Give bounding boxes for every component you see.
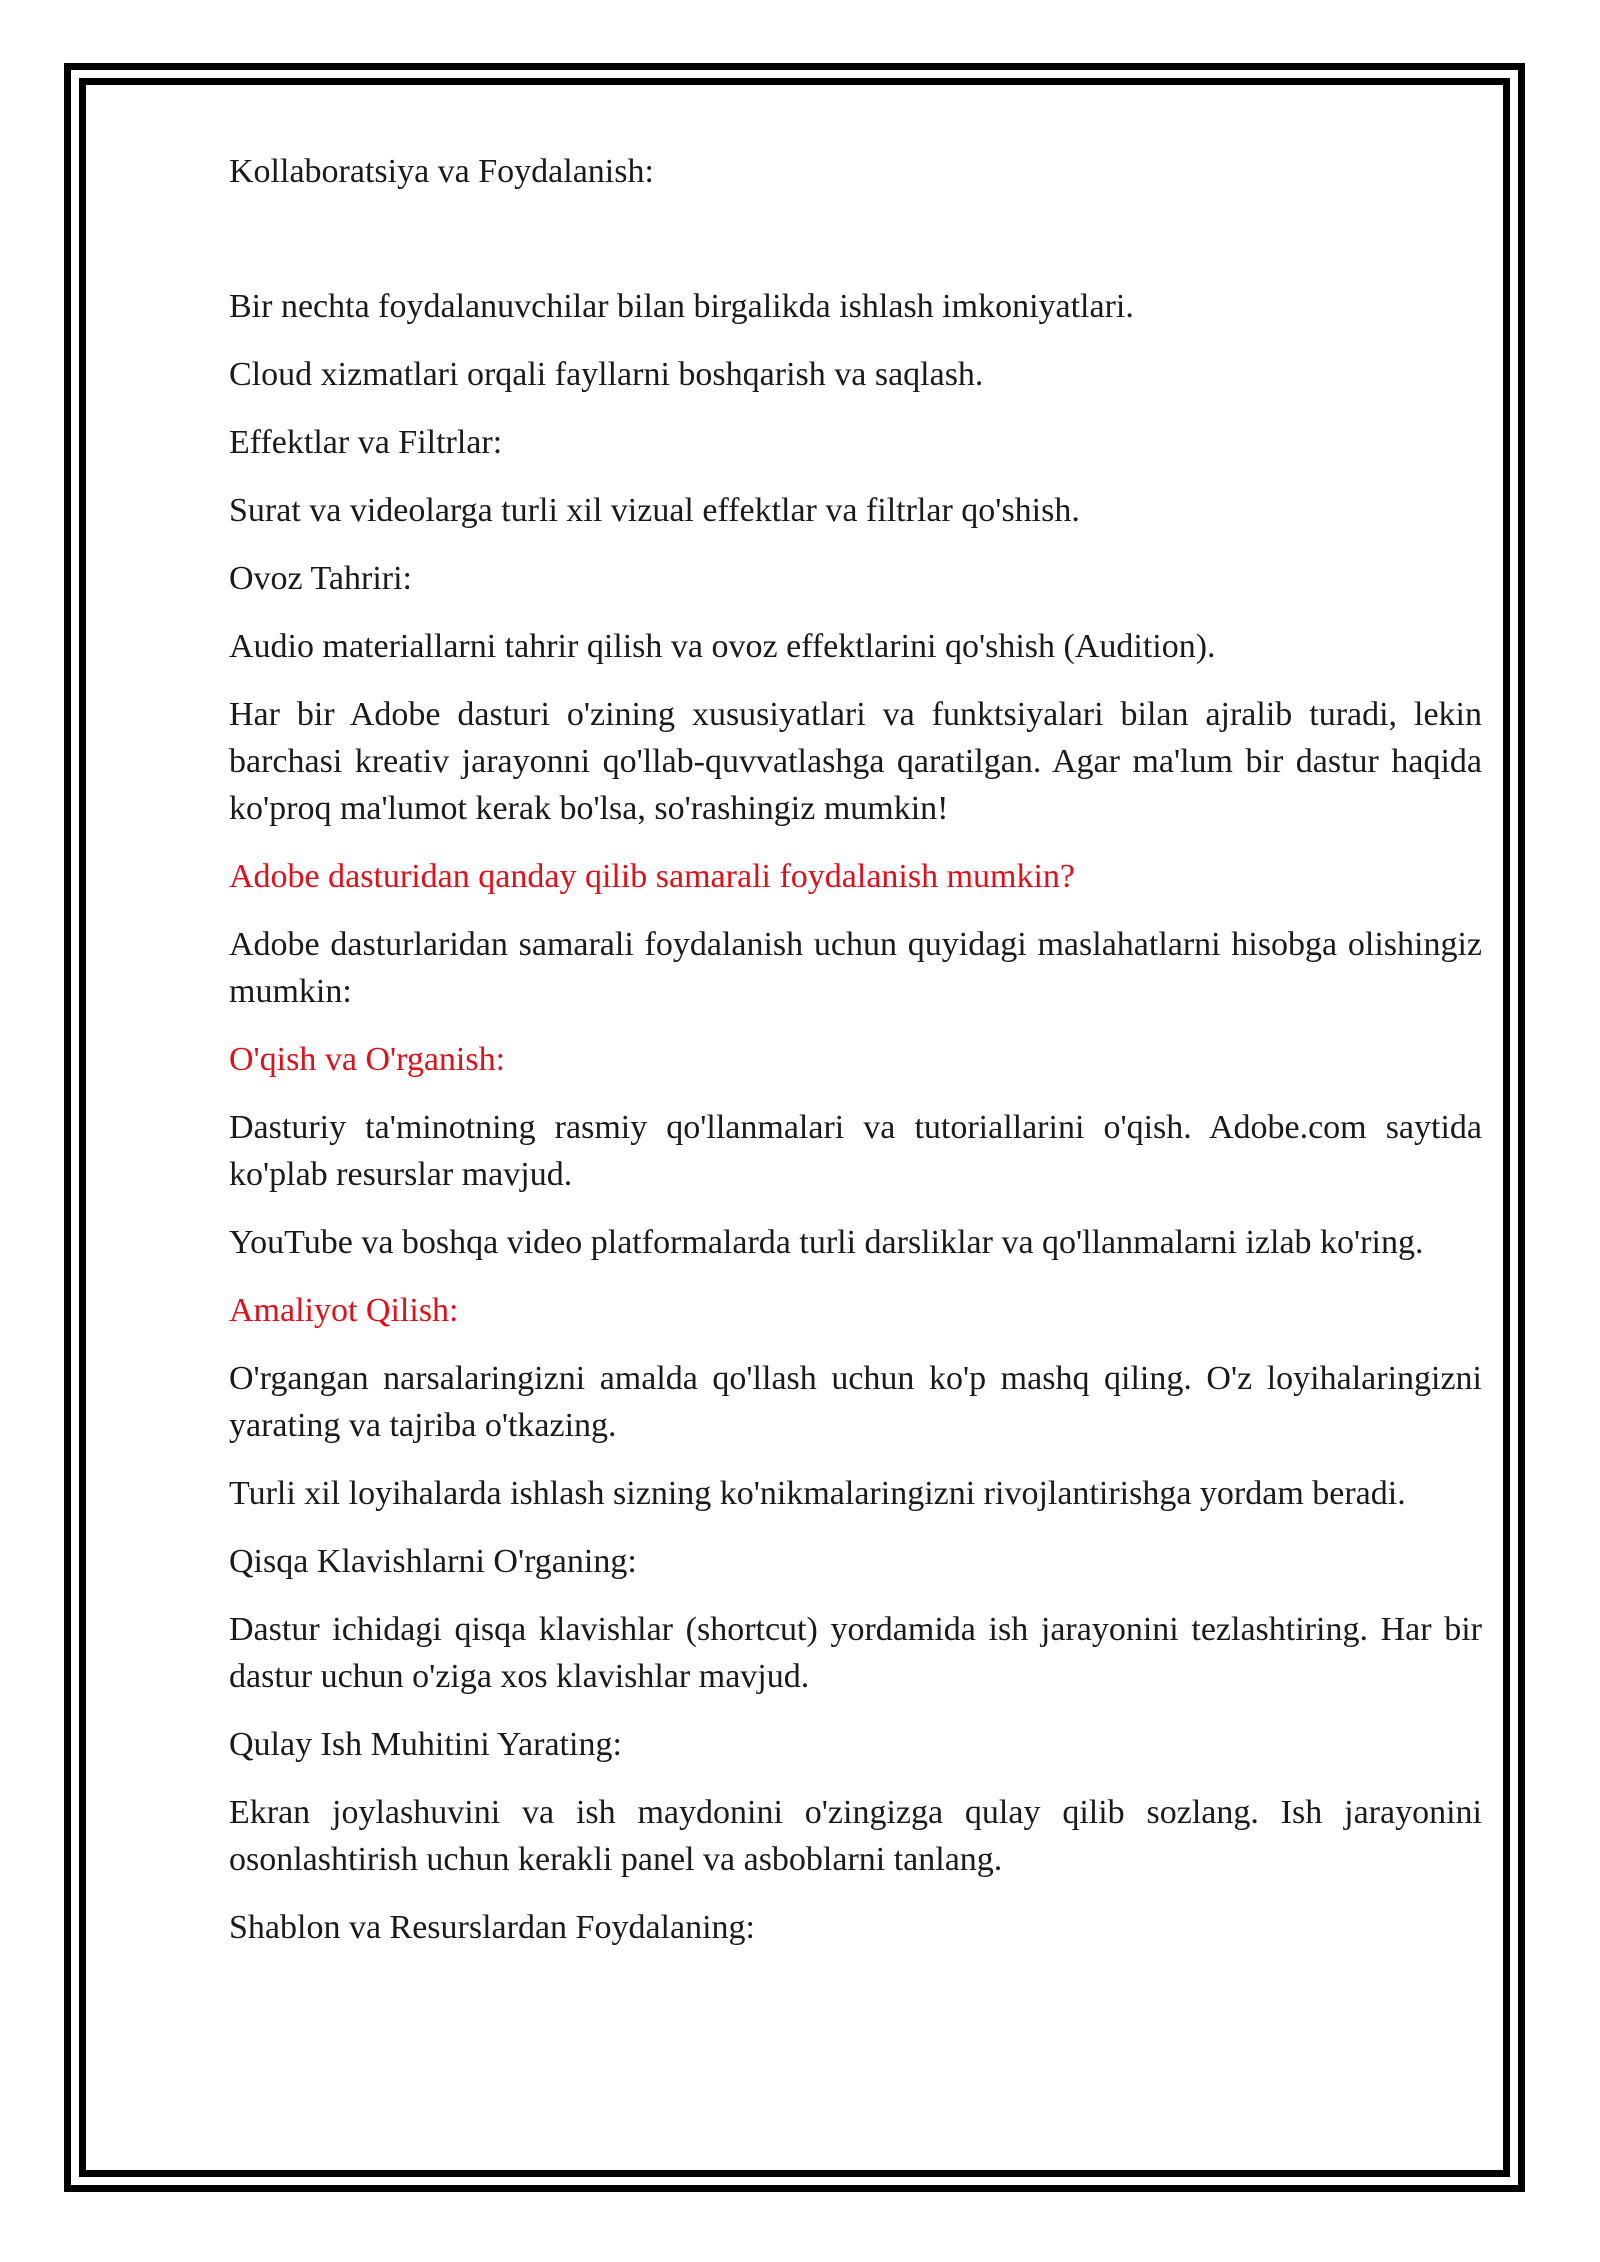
paragraph: Har bir Adobe dasturi o'zining xususiyatlari va funktsiyalari bilan ajralib turadi, lekin barchasi kreativ jarayonni qo'llab-quvvatlashga qaratilgan. Agar ma'lum bir dastur haqida ko'proq ma'lumot kerak bo'lsa, so'rashingiz mumkin!: [229, 696, 1482, 827]
section-heading: Ovoz Tahriri:: [229, 560, 412, 597]
highlighted-question: Adobe dasturidan qanday qilib samarali foydalanish mumkin?: [229, 858, 1076, 895]
highlighted-heading: Amaliyot Qilish:: [229, 1292, 459, 1329]
paragraph: Dastur ichidagi qisqa klavishlar (shortcut) yordamida ish jarayonini tezlashtiring. Har bir dastur uchun o'ziga xos klavishlar mavjud.: [229, 1611, 1482, 1695]
paragraph: Ekran joylashuvini va ish maydonini o'zingizga qulay qilib sozlang. Ish jarayonini osonlashtirish uchun kerakli panel va asboblarni tanlang.: [229, 1794, 1482, 1878]
section-heading: Qulay Ish Muhitini Yarating:: [229, 1726, 622, 1763]
paragraph: Audio materiallarni tahrir qilish va ovoz effektlarini qo'shish (Audition).: [229, 628, 1216, 665]
section-heading: Qisqa Klavishlarni O'rganing:: [229, 1543, 637, 1580]
paragraph: O'rgangan narsalaringizni amalda qo'llash uchun ko'p mashq qiling. O'z loyihalaringizni yarating va tajriba o'tkazing.: [229, 1360, 1482, 1444]
paragraph: Turli xil loyihalarda ishlash sizning ko'nikmalaringizni rivojlantirishga yordam beradi.: [229, 1475, 1406, 1512]
paragraph: Cloud xizmatlari orqali fayllarni boshqarish va saqlash.: [229, 356, 984, 393]
section-heading: Shablon va Resurslardan Foydalaning:: [229, 1909, 755, 1946]
paragraph: Bir nechta foydalanuvchilar bilan birgalikda ishlash imkoniyatlari.: [229, 288, 1134, 325]
paragraph: Adobe dasturlaridan samarali foydalanish uchun quyidagi maslahatlarni hisobga olishingiz mumkin:: [229, 926, 1482, 1010]
highlighted-heading: O'qish va O'rganish:: [229, 1041, 506, 1078]
paragraph: Dasturiy ta'minotning rasmiy qo'llanmalari va tutoriallarini o'qish. Adobe.com saytida ko'plab resurslar mavjud.: [229, 1109, 1482, 1193]
section-heading: Kollaboratsiya va Foydalanish:: [229, 153, 654, 190]
paragraph: YouTube va boshqa video platformalarda turli darsliklar va qo'llanmalarni izlab ko'ring.: [229, 1224, 1424, 1261]
document-body: [229, 148, 1482, 1972]
paragraph: Surat va videolarga turli xil vizual effektlar va filtrlar qo'shish.: [229, 492, 1080, 529]
section-heading: Effektlar va Filtrlar:: [229, 424, 503, 461]
